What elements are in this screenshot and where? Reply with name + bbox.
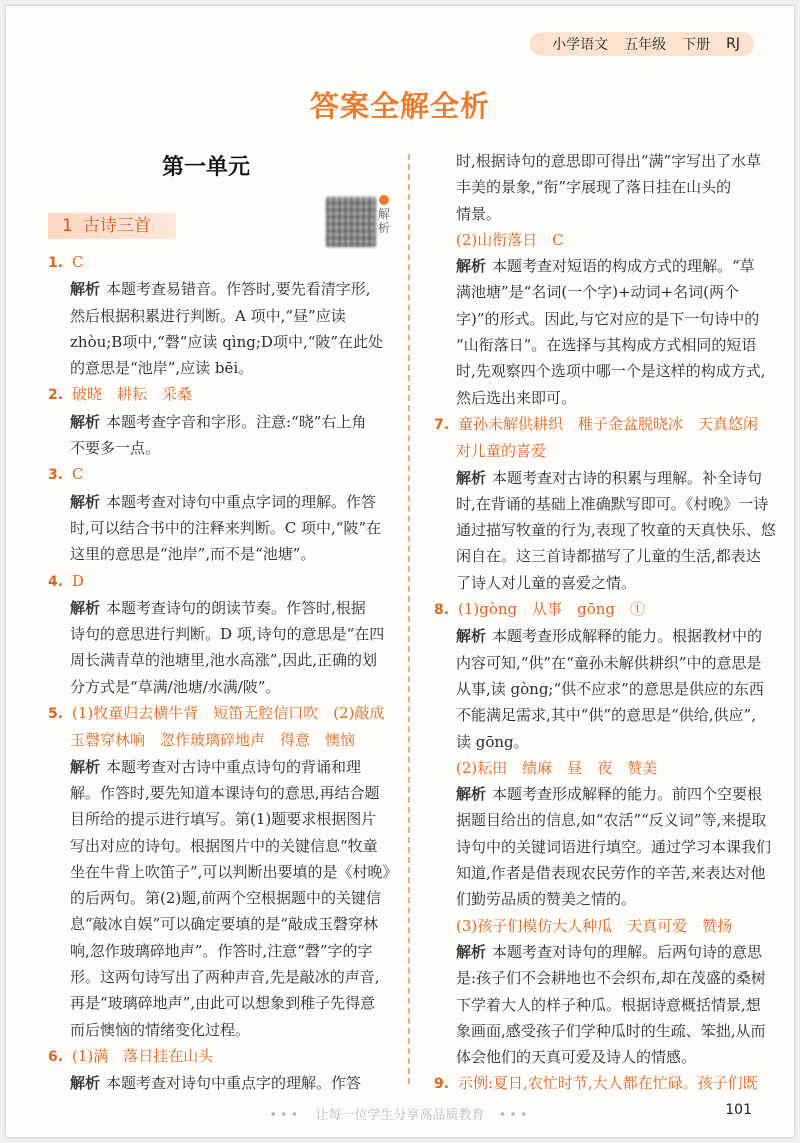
question-number: 8. xyxy=(434,602,450,619)
answer-text: 玉磬穿林响 忽作玻璃碎地声 得意 懊恼 xyxy=(70,731,356,750)
question-number: 5. xyxy=(48,706,64,723)
analysis-text-line: 时,在背诵的基础上准确默写即可。《村晚》一诗 xyxy=(456,494,769,513)
question-answer-line xyxy=(48,461,394,488)
left-column xyxy=(48,146,398,1097)
analysis-text-line: 解。作答时,要先知道本课诗句的意思,再结合题 xyxy=(70,783,380,802)
answer-text: (2)山衔落日 C xyxy=(456,230,564,249)
analysis-text-line: 时,先观察四个选项中哪一个是这样的构成方式, xyxy=(456,362,766,381)
analysis-line xyxy=(48,1070,394,1096)
grade-label: 五年级 xyxy=(624,37,667,53)
analysis-tag: 解析 xyxy=(70,492,101,511)
answer-line xyxy=(434,438,762,464)
analysis-line xyxy=(48,489,394,515)
analysis-tag: 解析 xyxy=(70,598,101,617)
analysis-text-line: 的意思是“池岸”,应读 bēi。 xyxy=(70,359,254,378)
analysis-text-line: 诗句中的关键词语进行填空。通过学习本课我们 xyxy=(456,837,772,856)
analysis-text: 本题考查对诗句中重点字词的理解。作答 xyxy=(106,492,377,511)
question-answer-line xyxy=(48,568,394,595)
analysis-text-line: 然后选出来即可。 xyxy=(456,388,577,407)
analysis-text-line: 目所给的提示进行填写。第(1)题要求根据图片 xyxy=(70,810,377,829)
lesson-title: 古诗三首 xyxy=(82,216,151,236)
analysis-line xyxy=(434,253,762,279)
footer-dots: ••• xyxy=(269,1108,302,1123)
right-answer-list xyxy=(434,148,776,1098)
right-column xyxy=(434,148,776,1098)
play-icon xyxy=(379,195,389,205)
analysis-tag: 解析 xyxy=(70,757,101,776)
answer-page xyxy=(6,6,794,1137)
analysis-tag: 解析 xyxy=(456,257,487,276)
analysis-tag: 解析 xyxy=(70,1074,101,1093)
answer-text: 破晓 耕耘 采桑 xyxy=(72,385,193,404)
question-number: 3. xyxy=(48,467,64,484)
analysis-text-line: 据题目给出的信息,如“农活”“反义词”等,来提取 xyxy=(456,811,767,830)
question-answer-line xyxy=(48,1043,394,1070)
unit-title: 第一单元 xyxy=(161,155,250,180)
analysis-line xyxy=(48,754,394,780)
question-number: 4. xyxy=(48,573,64,590)
analysis-text-line: 不能满足需求,其中“供”的意思是“供给,供应”, xyxy=(456,706,756,725)
qr-label xyxy=(378,195,394,235)
analysis-text-line: 时,可以结合书中的注释来判断。C 项中,“陂”在 xyxy=(70,518,382,537)
analysis-line xyxy=(48,409,394,435)
question-answer-line xyxy=(434,411,762,438)
analysis-text: 本题考查易错音。作答时,要先看清字形, xyxy=(106,280,371,299)
footer-slogan xyxy=(6,1104,794,1123)
question-number: 2. xyxy=(48,387,64,404)
analysis-text-line: 内容可知,“供”在“童孙未解供耕织”中的意思是 xyxy=(456,653,762,672)
analysis-text-line: 的后两句。第(2)题,前两个空根据题中的关键信 xyxy=(70,889,382,908)
analysis-text-line: 是:孩子们不会耕地也不会织布,却在茂盛的桑树 xyxy=(456,969,766,988)
question-answer-line xyxy=(48,381,394,408)
analysis-text-line: 息“敲冰自娱”可以确定要填的是“敲成玉磬穿林 xyxy=(70,915,379,934)
volume-label: 下册 xyxy=(682,37,711,53)
lesson-number: 1 xyxy=(62,216,73,236)
analysis-text-line: 下学着大人的样子种瓜。根据诗意概括情景,想 xyxy=(456,995,761,1014)
answer-text: 童孙未解供耕织 稚子金盆脱晓冰 天真悠闲 xyxy=(458,414,759,433)
analysis-text-line: 象画面,感受孩子们学种瓜时的生疏、笨拙,从而 xyxy=(456,1021,766,1040)
question-number: 9. xyxy=(434,1076,450,1093)
analysis-text-line: 从事,读 gòng;“供不应求”的意思是供应的东西 xyxy=(456,679,764,698)
answer-text: 示例:夏日,农忙时节,大人都在忙碌。孩子们既 xyxy=(458,1074,758,1093)
analysis-tag: 解析 xyxy=(456,942,487,961)
answer-text: C xyxy=(72,253,84,271)
question-answer-line xyxy=(48,700,394,727)
answer-text: (1)gòng 从事 gōng ① xyxy=(458,600,646,619)
analysis-text-line: zhòu;B项中,“磬”应读 qìng;D项中,“陂”在此处 xyxy=(70,332,384,351)
analysis-text: 本题考查对古诗的积累与理解。补全诗句 xyxy=(492,468,763,487)
analysis-line xyxy=(48,595,394,621)
analysis-text: 本题考查形成解释的能力。根据教材中的 xyxy=(492,627,763,646)
analysis-tag: 解析 xyxy=(70,280,101,299)
footer-text: 让每一位学生分享高品质教育 xyxy=(315,1108,485,1123)
analysis-text-line: 再是“玻璃碎地声”,由此可以想象到稚子先得意 xyxy=(70,994,376,1013)
footer-dots: ••• xyxy=(498,1108,531,1123)
analysis-text-line: 读 gōng。 xyxy=(456,732,529,751)
answer-line xyxy=(48,727,394,753)
analysis-text-line: 时,根据诗句的意思即可得出“满”字写出了水草 xyxy=(456,152,762,170)
analysis-text-line: 知道,作者是借表现农民劳作的辛苦,来表达对他 xyxy=(456,864,766,883)
analysis-text-line: 不要多一点。 xyxy=(70,439,161,458)
lesson-header xyxy=(48,199,394,243)
answer-line xyxy=(434,227,762,253)
answer-line xyxy=(434,913,762,939)
analysis-text-line: 而后懊恼的情绪变化过程。 xyxy=(70,1020,251,1039)
analysis-tag: 解析 xyxy=(456,785,487,804)
analysis-tag: 解析 xyxy=(456,468,487,487)
analysis-tag: 解析 xyxy=(70,412,101,431)
analysis-line xyxy=(434,465,762,491)
analysis-text: 本题考查字音和字形。注意:“晓”右上角 xyxy=(106,412,367,431)
answer-text: (3)孩子们模仿大人种瓜 天真可爱 赞扬 xyxy=(456,916,733,935)
analysis-text-line: “山衔落日”。在选择与其构成方式相同的短语 xyxy=(456,336,757,355)
answer-text: (1)牧童归去横牛背 短笛无腔信口吹 (2)敲成 xyxy=(72,704,385,723)
analysis-text: 本题考查诗句的朗读节奏。作答时,根据 xyxy=(106,598,366,617)
analysis-line xyxy=(434,623,762,649)
analysis-text-line: 情景。 xyxy=(456,204,502,223)
analysis-line xyxy=(48,276,394,302)
analysis-text-line: 坐在牛背上吹笛子”,可以判断出要填的是《村晚》 xyxy=(70,862,398,881)
question-number: 7. xyxy=(434,416,450,433)
answer-text: C xyxy=(72,465,84,484)
answer-text: (2)耘田 绩麻 昼 夜 赞美 xyxy=(456,758,658,777)
qr-label-char: 析 xyxy=(378,221,391,235)
analysis-text-line: 通过描写牧童的行为,表现了牧童的天真快乐、悠 xyxy=(456,521,776,540)
analysis-text: 本题考查对诗句中重点字的理解。作答 xyxy=(106,1074,362,1093)
edition-label: RJ xyxy=(726,36,740,52)
qr-label-char: 解 xyxy=(378,207,391,221)
question-number: 6. xyxy=(48,1048,64,1065)
analysis-text-line: 们勤劳品质的赞美之情的。 xyxy=(456,890,637,909)
question-number: 1. xyxy=(48,255,64,271)
answer-text: 对儿童的喜爱 xyxy=(456,442,547,461)
analysis-text: 本题考查对诗句的理解。后两句诗的意思 xyxy=(492,942,763,961)
analysis-text-line: 响,忽作玻璃碎地声”。作答时,注意“磬”字的字 xyxy=(70,941,373,960)
answer-text: (1)满 落日挂在山头 xyxy=(72,1046,214,1065)
analysis-text-line: 然后根据积累进行判断。A 项中,“昼”应读 xyxy=(70,306,346,325)
analysis-text-line: 了诗人对儿童的喜爱之情。 xyxy=(456,573,637,592)
analysis-text-line: 周长满青草的池塘里,池水高涨”,因此,正确的划 xyxy=(70,651,377,670)
question-answer-line xyxy=(48,249,394,276)
lesson-title-banner xyxy=(48,213,176,239)
analysis-tag: 解析 xyxy=(456,627,487,646)
question-answer-line xyxy=(434,1070,762,1097)
page-number: 101 xyxy=(725,1102,752,1118)
qr-code-icon[interactable] xyxy=(326,197,376,247)
analysis-text-line: 字)”的形式。因此,与它对应的是下一句诗中的 xyxy=(456,309,760,328)
subject-label: 小学语文 xyxy=(552,37,609,53)
analysis-text-line: 分方式是“草满/池塘/水满/陂”。 xyxy=(70,677,281,696)
book-info-badge xyxy=(530,32,754,56)
analysis-text-line: 丰美的景象,“衔”字展现了落日挂在山头的 xyxy=(456,178,732,197)
analysis-text-line: 闲自在。这三首诗都描写了儿童的生活,都表达 xyxy=(456,547,761,566)
analysis-text-line: 体会他们的天真可爱及诗人的情感。 xyxy=(456,1048,697,1067)
page-title: 答案全解全析 xyxy=(309,89,490,123)
analysis-text-line: 写出对应的诗句。根据图片中的关键信息“牧童 xyxy=(70,836,378,855)
left-answer-list xyxy=(48,249,398,1097)
analysis-text-line: 满池塘”是“名词(一个字)+动词+名词(两个 xyxy=(456,283,740,302)
answer-line xyxy=(434,755,762,781)
question-answer-line xyxy=(434,596,762,623)
analysis-line xyxy=(434,939,762,965)
column-divider xyxy=(408,154,410,1084)
analysis-text-line: 这里的意思是“池岸”,而不是“池塘”。 xyxy=(70,545,316,564)
analysis-line xyxy=(434,781,762,807)
analysis-text: 本题考查对古诗中重点诗句的背诵和理 xyxy=(106,757,362,776)
analysis-text-line: 形。这两句诗写出了两种声音,先是敲冰的声音, xyxy=(70,968,380,987)
answer-text: D xyxy=(72,571,85,590)
analysis-text: 本题考查对短语的构成方式的理解。“草 xyxy=(492,257,755,276)
analysis-text-line: 诗句的意思进行判断。D 项,诗句的意思是“在四 xyxy=(70,625,385,644)
analysis-text: 本题考查形成解释的能力。前四个空要根 xyxy=(492,785,763,804)
